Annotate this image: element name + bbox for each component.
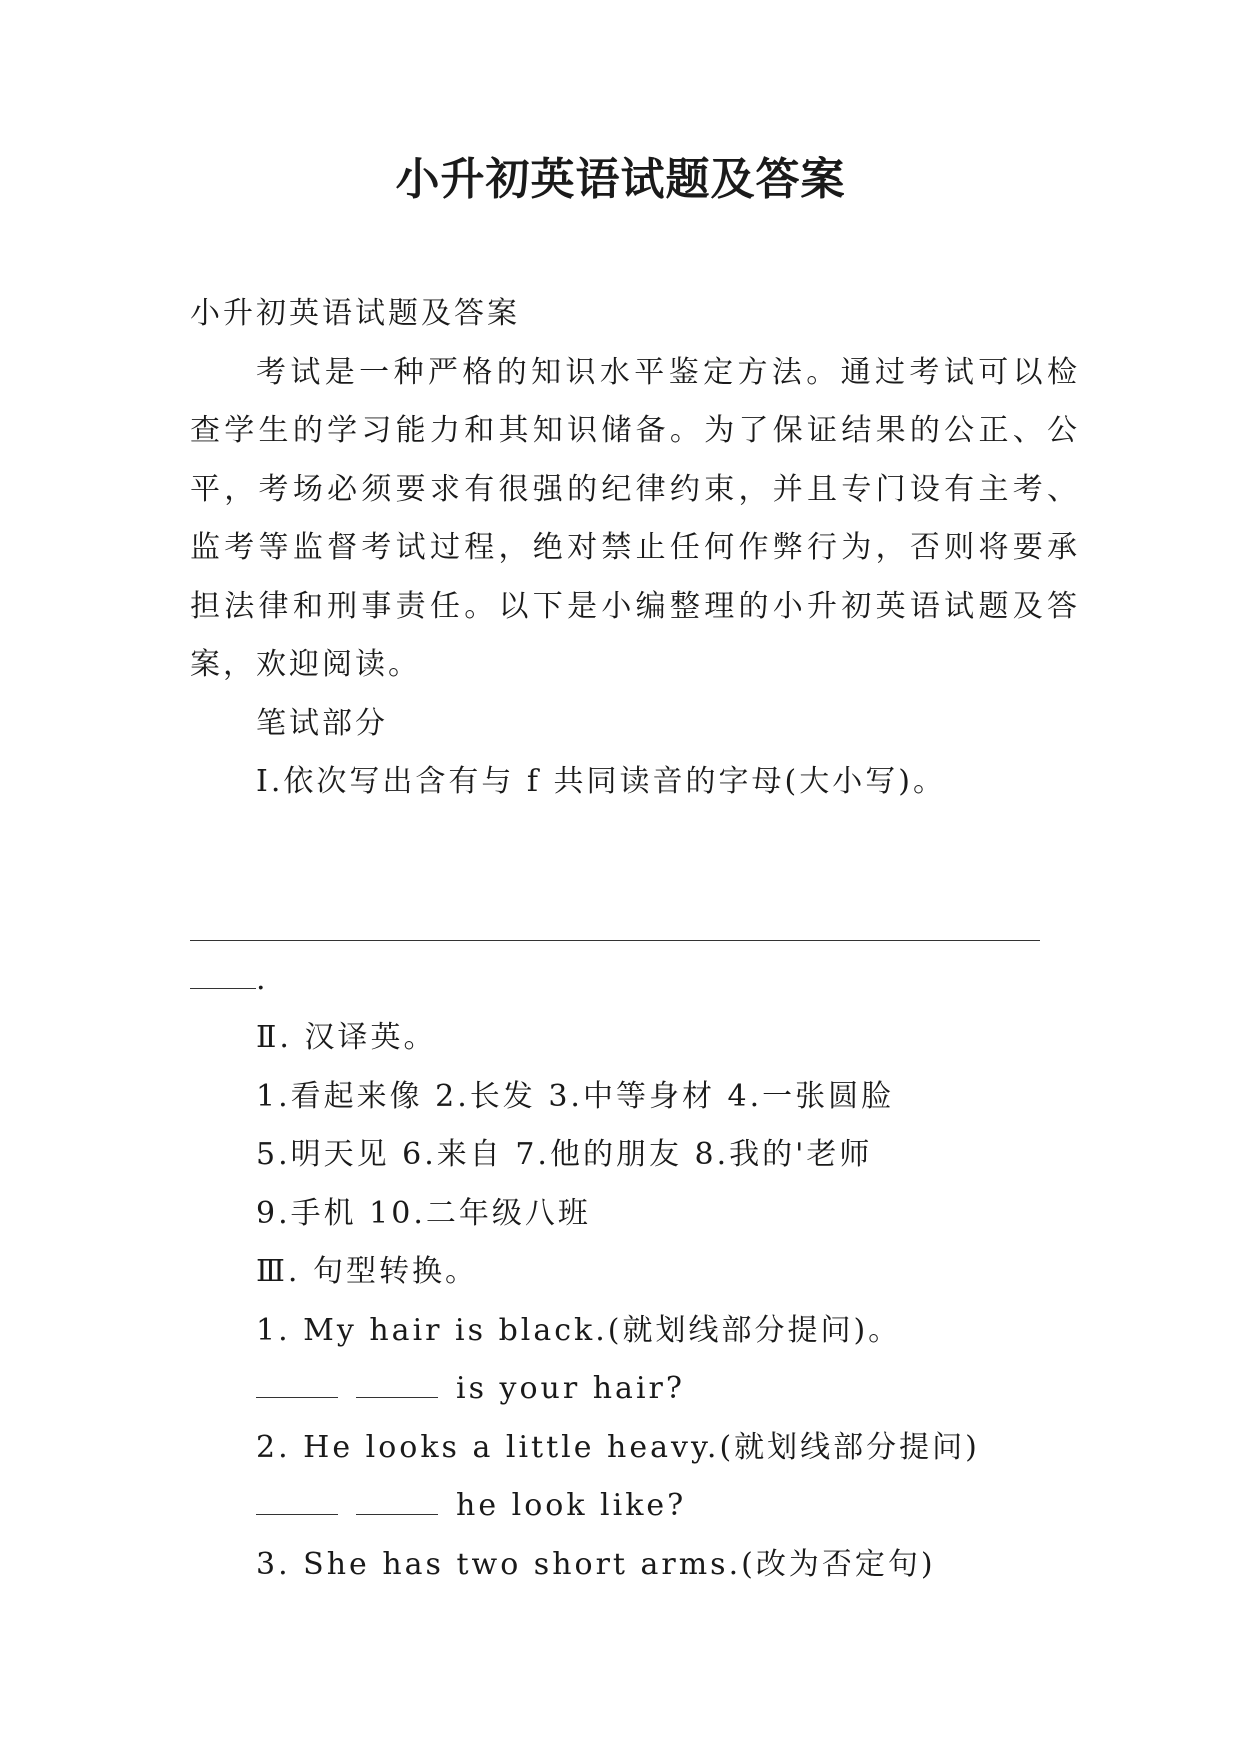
- document-subtitle: 小升初英语试题及答案: [190, 296, 520, 331]
- answer-text: he look like?: [456, 1488, 687, 1523]
- answer-line-end: [190, 951, 1080, 1010]
- blank-line: [356, 1492, 438, 1515]
- question-3-item-1: 1. My hair is black.(就划线部分提问)。: [256, 1312, 902, 1348]
- intro-paragraph: 考试是一种严格的知识水平鉴定方法。通过考试可以检查学生的学习能力和其知识储备。为了保证结果的公正、公平，考场必须要求有很强的纪律约束，并且专门设有主考、监考等监督考试过程，绝对禁止任何作弊行为，否则将要承担法律和刑事责任。以下是小编整理的小升初英语试题及答案，欢迎阅读。: [190, 354, 1080, 682]
- question-2-line-3: 9.手机 10.二年级八班: [256, 1195, 591, 1231]
- question-1: Ⅰ.依次写出含有与 f 共同读音的字母(大小写)。: [256, 764, 946, 799]
- question-3-item-2: 2. He looks a little heavy.(就划线部分提问): [256, 1429, 980, 1465]
- blank-line: [256, 1492, 338, 1515]
- section-written-heading: 笔试部分: [256, 705, 388, 741]
- document-body: [190, 285, 1080, 1594]
- answer-line: [190, 910, 1040, 941]
- answer-period: .: [256, 961, 269, 997]
- blank-line: [256, 1375, 338, 1398]
- question-3-item-2-answer: [190, 1477, 1080, 1536]
- question-3-item-1-answer: [190, 1360, 1080, 1419]
- question-2-line-1: 1.看起来像 2.长发 3.中等身材 4.一张圆脸: [256, 1078, 895, 1114]
- question-3-heading: Ⅲ. 句型转换。: [256, 1254, 479, 1289]
- question-2-heading: Ⅱ. 汉译英。: [256, 1020, 437, 1055]
- document-title: 小升初英语试题及答案: [395, 154, 846, 205]
- question-3-item-3: 3. She has two short arms.(改为否定句): [256, 1546, 936, 1582]
- answer-short-line: [190, 958, 256, 989]
- answer-gap: [190, 812, 1080, 910]
- question-2-line-2: 5.明天见 6.来自 7.他的朋友 8.我的'老师: [256, 1137, 873, 1172]
- answer-text: is your hair?: [456, 1371, 685, 1406]
- blank-line: [356, 1375, 438, 1398]
